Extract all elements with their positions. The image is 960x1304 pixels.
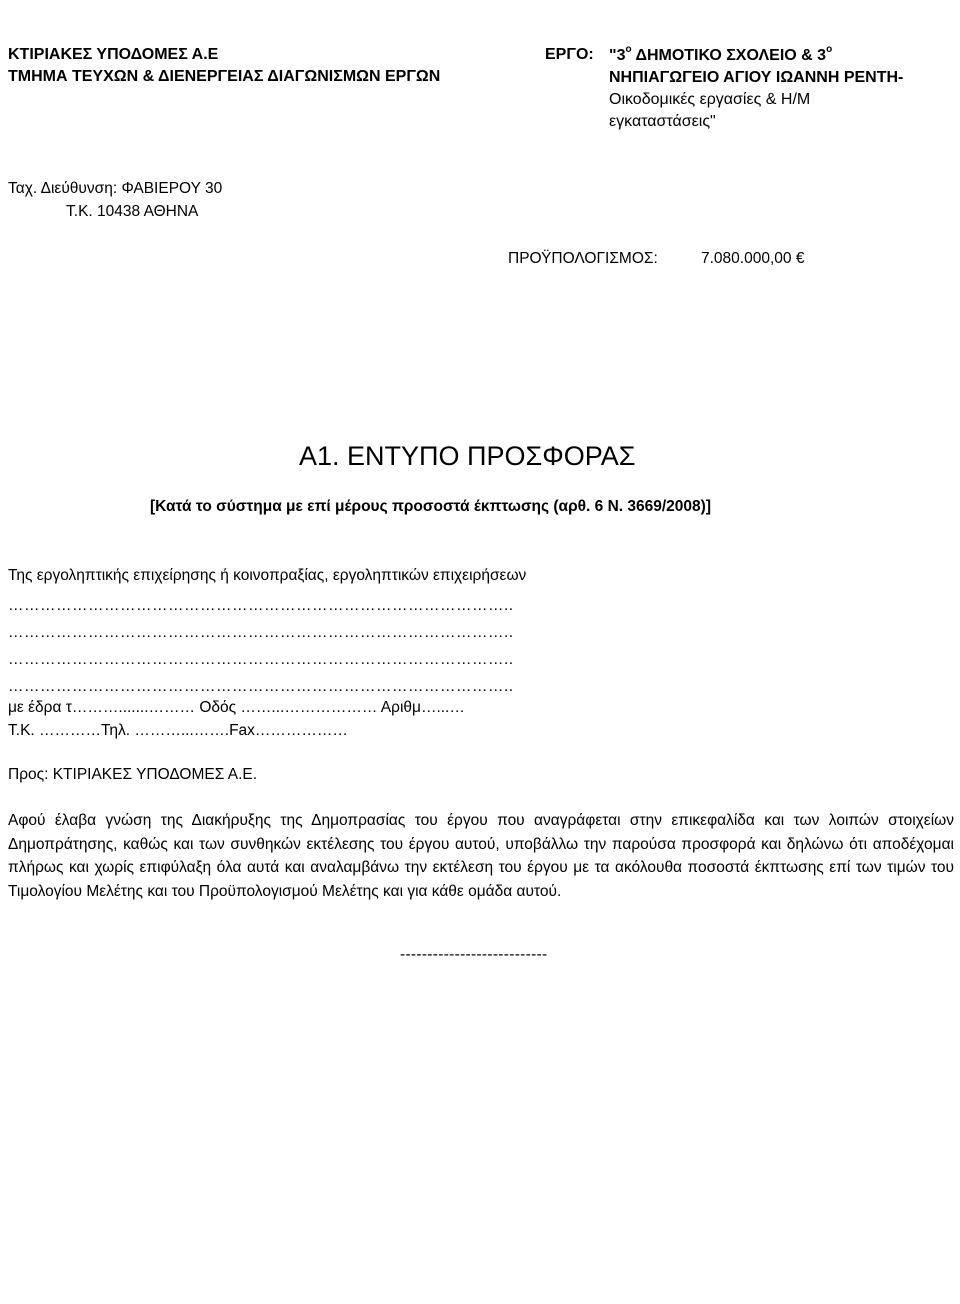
project-title-line4: εγκαταστάσεις" [609,113,716,130]
budget-amount [701,248,804,270]
project-line1-a: "3 [609,47,626,64]
budget-label: ΠΡΟΫΠΟΛΟΓΙΣΜΟΣ: [508,250,658,267]
form-subtitle: [Κατά το σύστημα με επί μέρους προσοστά έκπτωσης (αρθ. 6 Ν. 3669/2008)] [150,498,711,515]
project-title-line1 [609,45,832,67]
company-blank-line[interactable]: ………………………………………………………………………………….. [8,651,514,668]
company-blank-line[interactable]: ………………………………………………………………………………….. [8,624,514,641]
project-line1-b: ΔΗΜΟΤΙΚΟ ΣΧΟΛΕΙΟ & 3 [631,47,827,64]
declaration-paragraph: Αφού έλαβα γνώση της Διακήρυξης της Δημοπρασίας του έργου που αναγράφεται στην επικεφαλίδα και των λοιπών στοιχείων Δημοπράτησης, καθώς και των συνθηκών εκτέλεσης του έργου αυτού, υποβάλλω την παρούσα προσφορά και δηλώνω ότι αποδέχομαι πλήρως και χωρίς επιφύλαξη όλα αυτά και αναλαμβάνω την εκτέλεση του έργου με τα ακόλουθα ποσοστά έκπτωσης επί των τιμών του Τιμολογίου Μελέτης και του Προϋπολογισμού Μελέτης και για κάθε ομάδα αυτού. [8,812,954,900]
project-title-line2: ΝΗΠΙΑΓΩΓΕΙΟ ΑΓΙΟΥ ΙΩΑΝΝΗ ΡΕΝΤΗ- [609,69,904,86]
separator-line: --------------------------- [400,946,548,963]
org-name: ΚΤΙΡΙΑΚΕΣ ΥΠΟΔΟΜΕΣ Α.Ε [8,46,219,63]
seat-address-line[interactable]: με έδρα τ……….......……… Οδός ……...……………… Αριθμ…...… [8,699,465,716]
form-title: Α1. ΕΝΤΥΠΟ ΠΡΟΣΦΟΡΑΣ [299,441,636,471]
postal-code-city: Τ.Κ. 10438 ΑΘΗΝΑ [66,203,199,220]
euro-icon: € [795,250,805,267]
org-department: ΤΜΗΜΑ ΤΕΥΧΩΝ & ΔΙΕΝΕΡΓΕΙΑΣ ΔΙΑΓΩΝΙΣΜΩΝ ΕΡΓΩΝ [8,68,441,85]
company-blank-line[interactable]: ………………………………………………………………………………….. [8,678,514,695]
ordinal-sup-2: ο [826,43,833,55]
ordinal-sup-1: ο [625,43,632,55]
project-title-line3: Οικοδομικές εργασίες & Η/Μ [609,91,811,108]
postal-address: Ταχ. Διεύθυνση: ΦΑΒΙΕΡΟΥ 30 [8,180,223,197]
project-label: ΕΡΓΟ: [545,46,594,63]
contact-line[interactable]: Τ.Κ. …………Τηλ. ………...…….Fax……………… [8,722,348,739]
company-intro: Της εργοληπτικής επιχείρησης ή κοινοπραξίας, εργοληπτικών επιχειρήσεων [8,567,527,584]
budget-value: 7.080.000,00 [701,250,792,267]
company-blank-line[interactable]: ………………………………………………………………………………….. [8,597,514,614]
addressee: Προς: ΚΤΙΡΙΑΚΕΣ ΥΠΟΔΟΜΕΣ Α.Ε. [8,766,258,783]
